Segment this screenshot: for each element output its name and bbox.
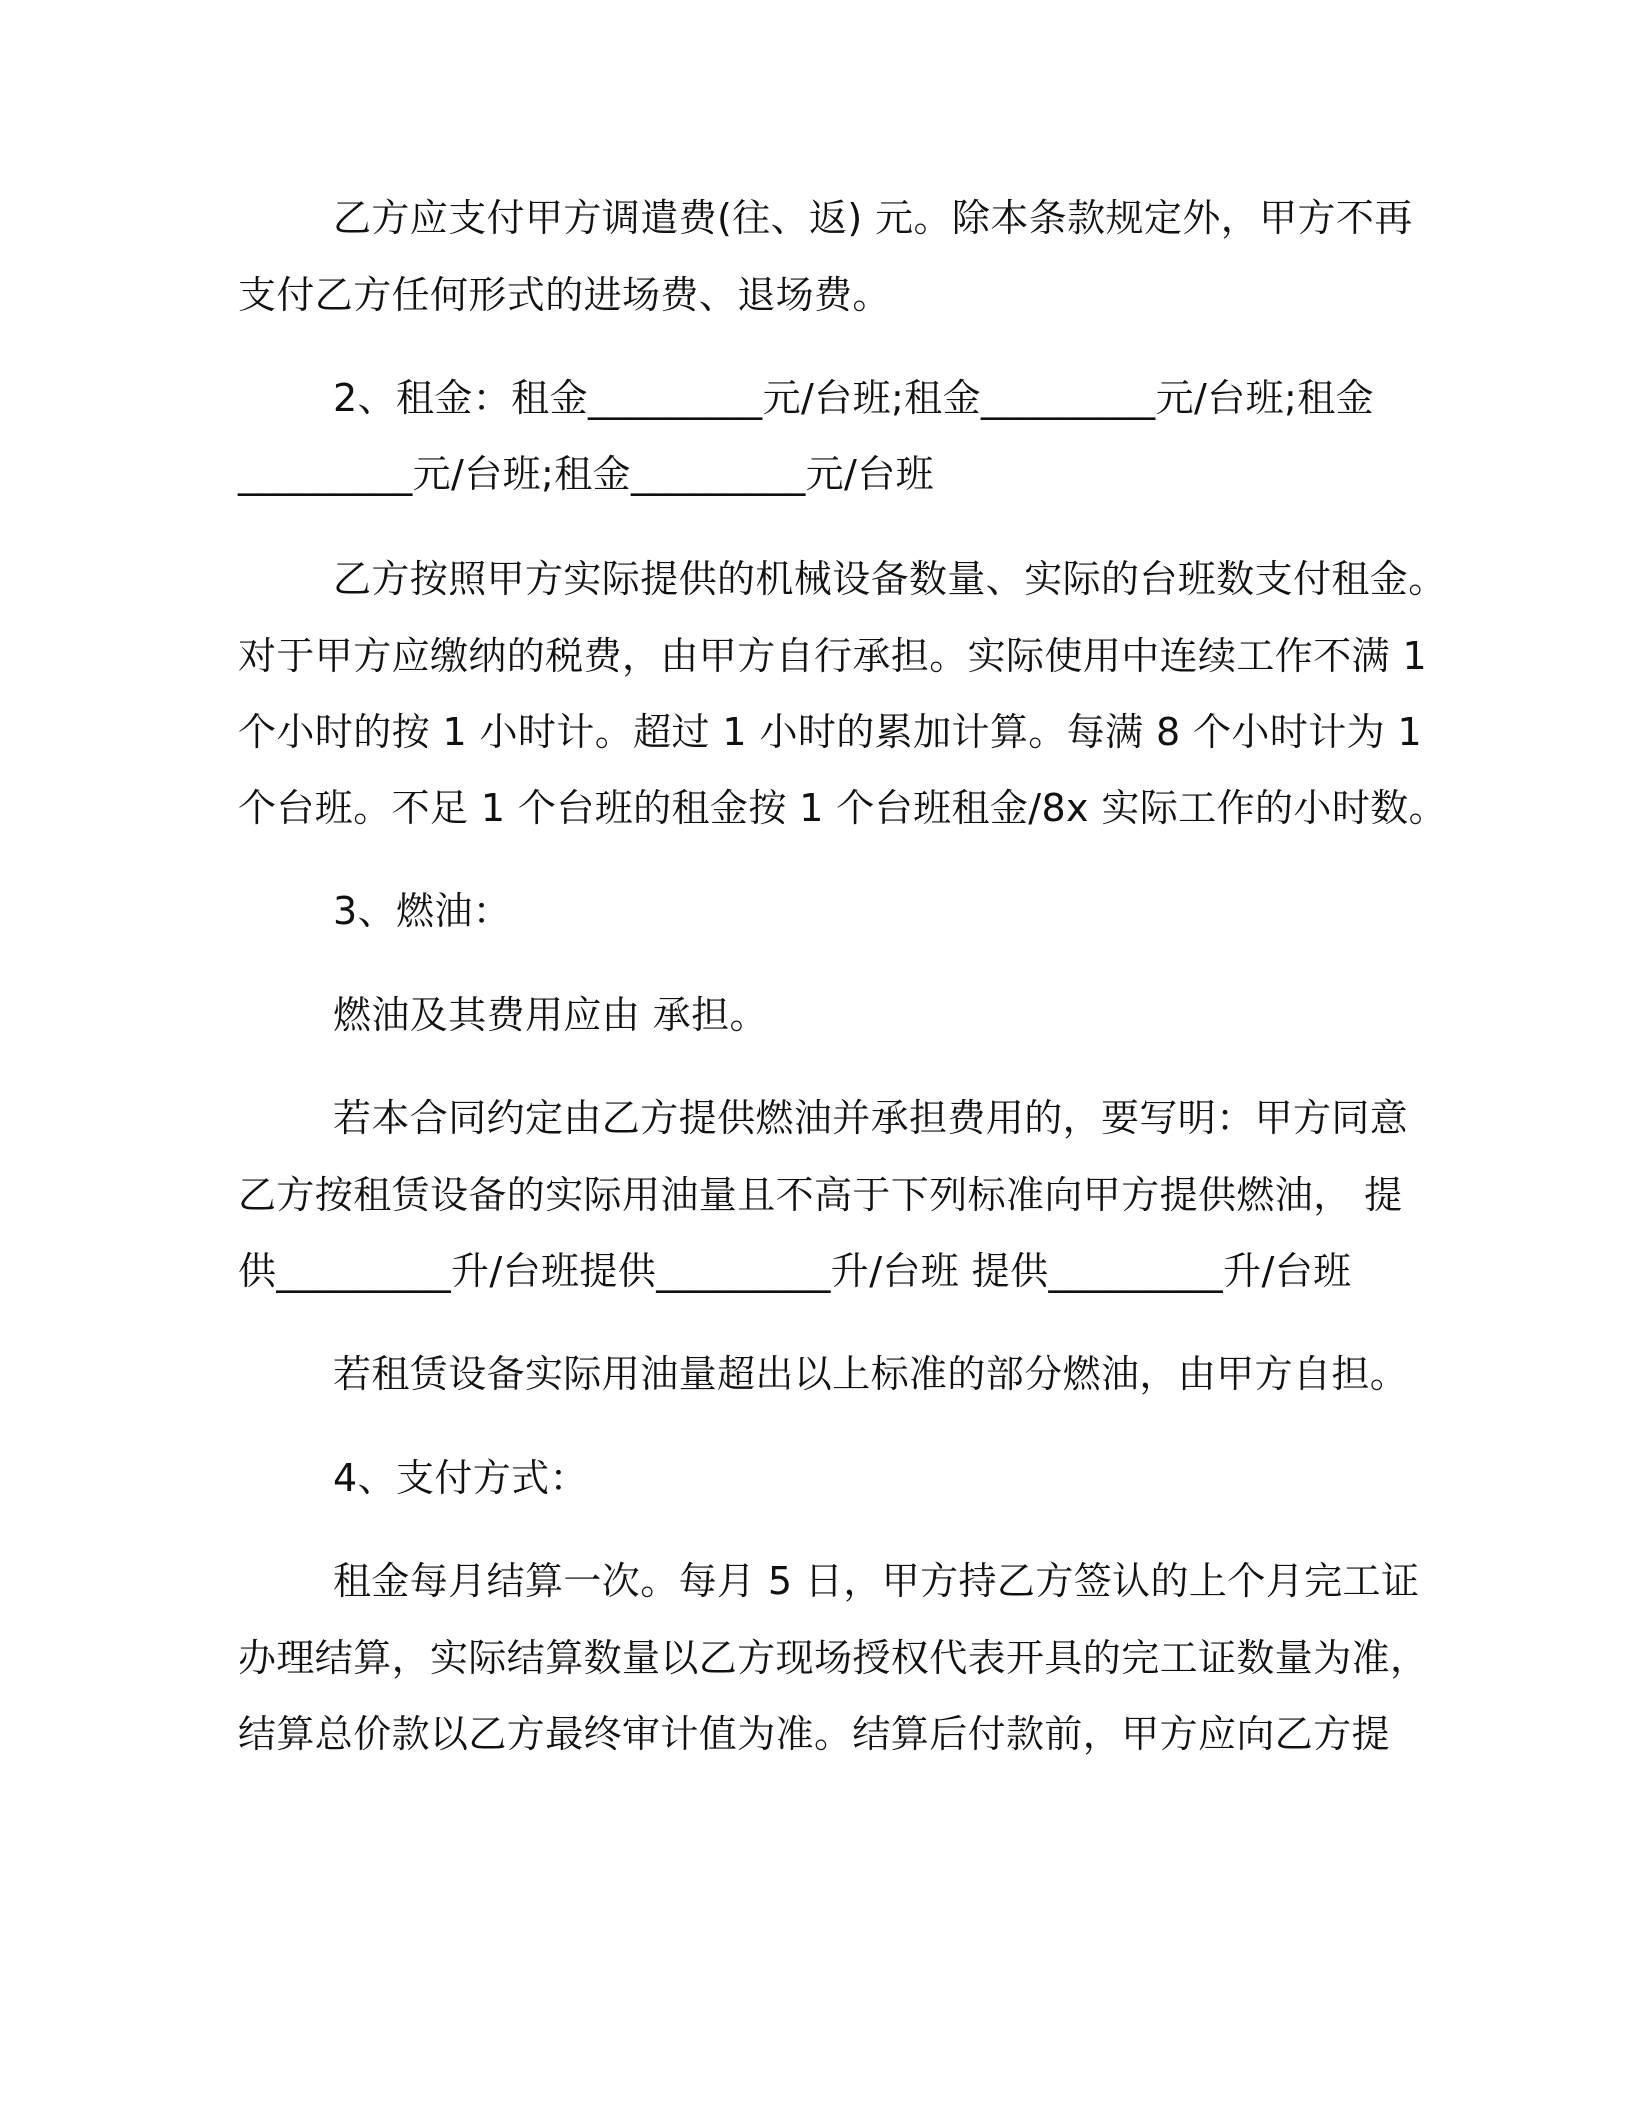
body-line: 若本合同约定由乙方提供燃油并承担费用的，要写明：甲方同意 xyxy=(333,1096,1409,1140)
body-line: 对于甲方应缴纳的税费，由甲方自行承担。实际使用中连续工作不满 1 xyxy=(238,634,1428,678)
body-line: 乙方按照甲方实际提供的机械设备数量、实际的台班数支付租金。 xyxy=(333,557,1447,601)
body-line: 支付乙方任何形式的进场费、退场费。 xyxy=(238,273,891,317)
section-heading-payment: 4、支付方式： xyxy=(333,1456,588,1500)
body-line: 乙方按租赁设备的实际用油量且不高于下列标准向甲方提供燃油， 提 xyxy=(238,1173,1403,1217)
body-line: 乙方应支付甲方调遣费(往、返) 元。除本条款规定外，甲方不再 xyxy=(333,196,1413,240)
body-line: _________元/台班;租金_________元/台班 xyxy=(238,452,935,496)
body-line: 个台班。不足 1 个台班的租金按 1 个台班租金/8x 实际工作的小时数。 xyxy=(238,786,1448,830)
body-line: 个小时的按 1 小时计。超过 1 小时的累加计算。每满 8 个小时计为 1 xyxy=(238,710,1423,754)
body-line: 供_________升/台班提供_________升/台班 提供_________升/台班 xyxy=(238,1249,1352,1293)
section-heading-fuel: 3、燃油： xyxy=(333,889,512,933)
body-line: 若租赁设备实际用油量超出以上标准的部分燃油，由甲方自担。 xyxy=(333,1352,1409,1396)
section-heading-rent: 2、租金：租金_________元/台班;租金_________元/台班;租金 xyxy=(333,376,1374,420)
body-line: 租金每月结算一次。每月 5 日，甲方持乙方签认的上个月完工证 xyxy=(333,1559,1420,1603)
body-line: 燃油及其费用应由 承担。 xyxy=(333,993,768,1037)
body-line: 结算总价款以乙方最终审计值为准。结算后付款前，甲方应向乙方提 xyxy=(238,1712,1391,1756)
body-line: 办理结算，实际结算数量以乙方现场授权代表开具的完工证数量为准， xyxy=(238,1636,1429,1680)
